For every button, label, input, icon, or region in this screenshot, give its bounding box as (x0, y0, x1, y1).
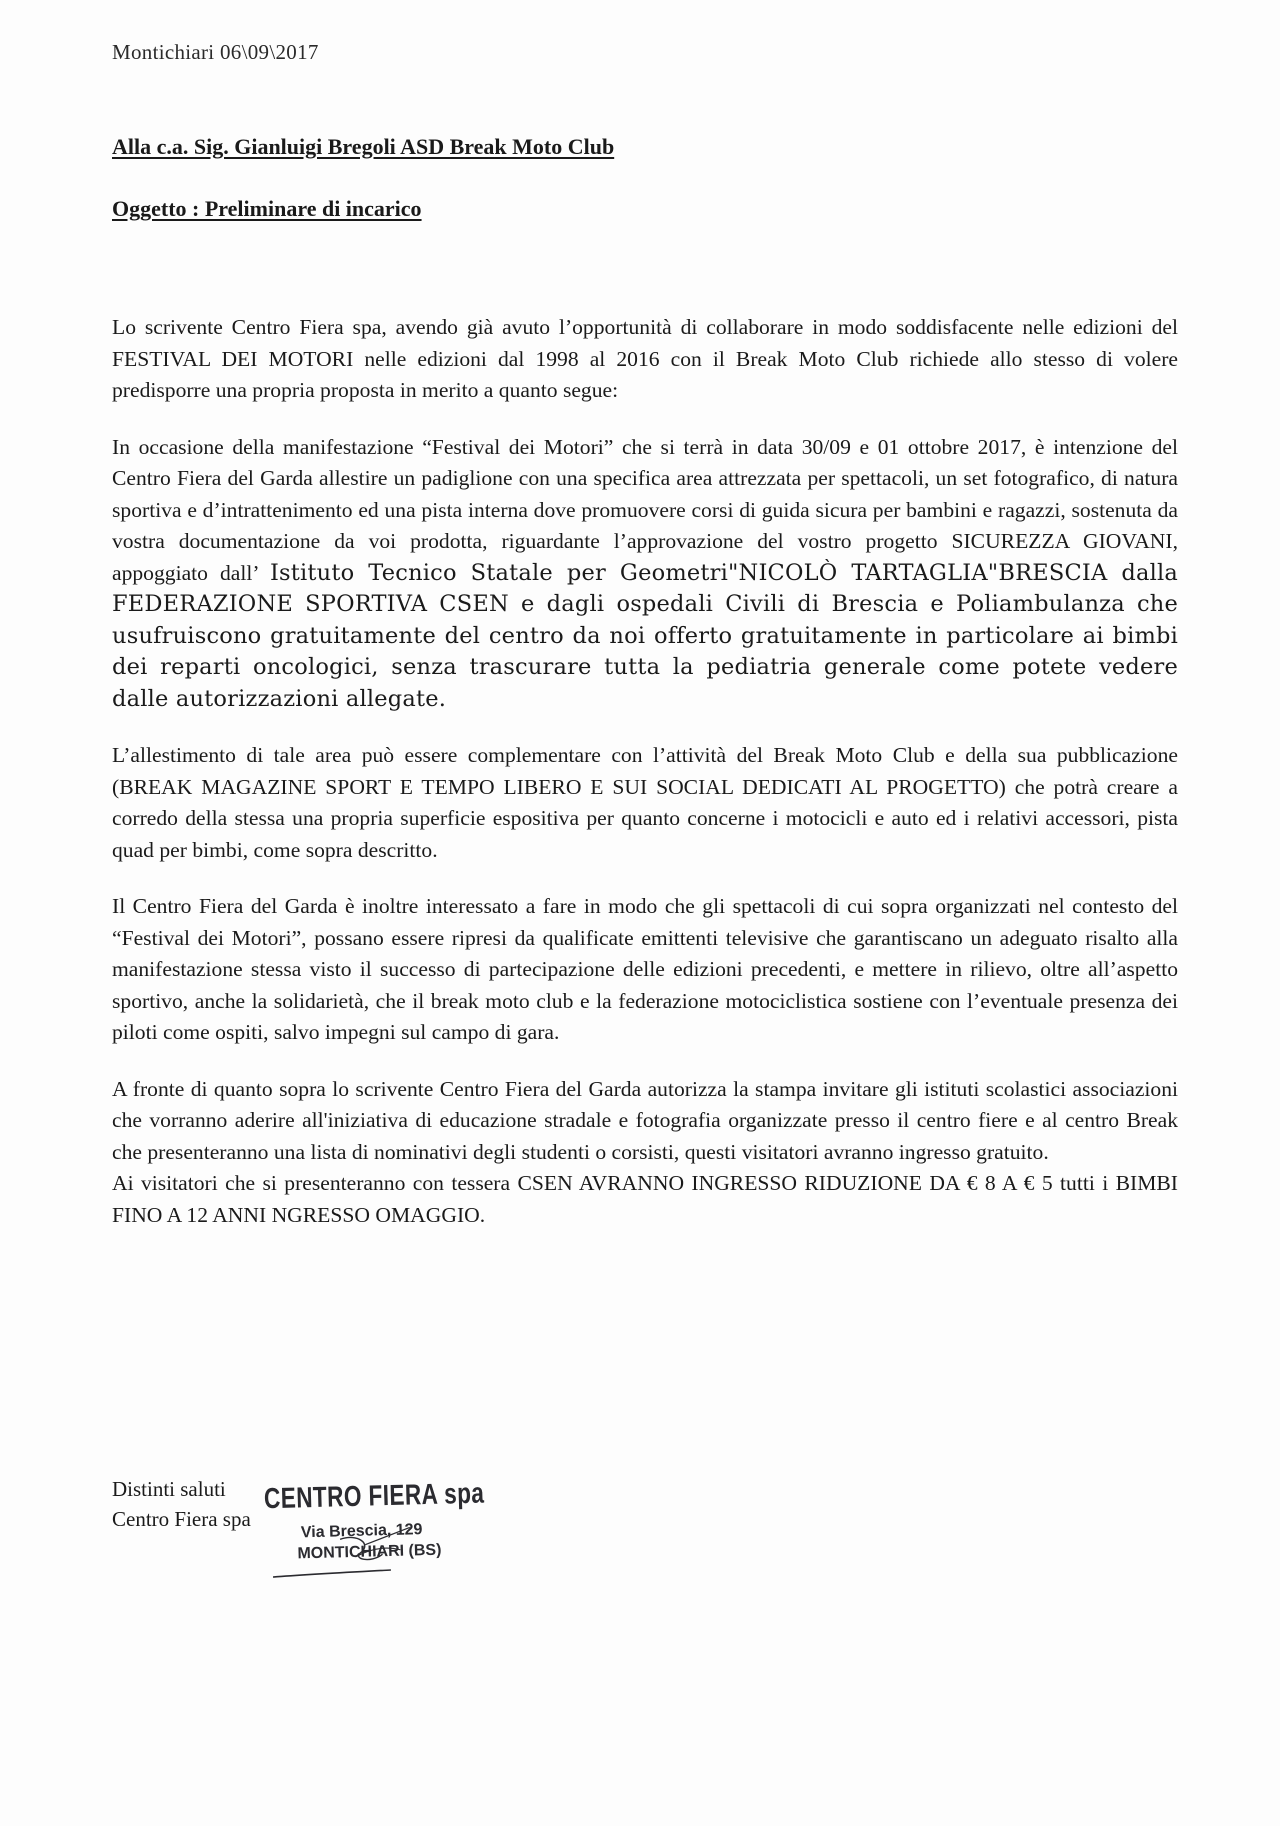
letter-closing (112, 1474, 251, 1534)
stamp-address: Via Brescia, 129 (300, 1521, 423, 1542)
paragraph-tickets: Ai visitatori che si presenteranno con tessera CSEN AVRANNO INGRESSO RIDUZIONE DA € 8 A € 5 tutti i BIMBI FINO A 12 ANNI NGRESSO OMAGGIO. (112, 1171, 1178, 1227)
letter-body (112, 312, 1178, 1256)
paragraph-television: Il Centro Fiera del Garda è inoltre interessato a fare in modo che gli spettacoli di cui sopra organizzati nel contesto del “Festival dei Motori”, possano essere ripresi da qualificate emittenti televisive che garantiscano un adeguato risalto alla manifestazione stessa visto il successo di partecipazione delle edizioni precedenti, e mettere in rilievo, oltre all’aspetto sportivo, anche la solidarietà, che il break moto club e la federazione motociclistica sostiene con l’eventuale presenza dei piloti come ospiti, salvo impegni sul campo di gara. (112, 894, 1178, 1044)
letter-date: Montichiari 06\09\2017 (112, 40, 319, 64)
paragraph-event-continuation: Istituto Tecnico Statale per Geometri"NICOLÒ TARTAGLIA"BRESCIA dalla FEDERAZIONE SPORTIVA CSEN e dagli ospedali Civili di Brescia e Poliambulanza che usufruiscono gratuitamente del centro da noi offerto gratuitamente in particolare ai bimbi dei reparti oncologici, senza trascurare tutta la pediatria generale come potete vedere dalle autorizzazioni allegate. (112, 559, 1178, 712)
stamp-city: MONTICHIARI (BS) (297, 1541, 442, 1563)
company-stamp (264, 1477, 517, 1594)
paragraph-schools: A fronte di quanto sopra lo scrivente Centro Fiera del Garda autorizza la stampa invitare gli istituti scolastici associazioni che vorranno aderire all'iniziativa di educazione stradale e fotografia organizzate presso il centro fiere e al centro Break che presenteranno una lista di nominativi degli studenti o corsisti, questi visitatori avranno ingresso gratuito. (112, 1076, 1178, 1164)
paragraph-event-text: In occasione della manifestazione “Festival dei Motori” che si terrà in data 30/09 e 01 ottobre 2017, è intenzione del Centro Fiera del Garda allestire un padiglione con una specifica area attrezzata per spettacoli, un set fotografico, di natura sportiva e d’intrattenimento ed una pista interna dove promuovere corsi di guida sicura per bambini e ragazzi, sostenuta da vostra documentazione da voi prodotta, riguardante l’approvazione del vostro progetto SICUREZZA GIOVANI, appoggiato dall’ (112, 434, 1178, 585)
closing-sender: Centro Fiera spa (112, 1507, 251, 1531)
paragraph-event (112, 432, 1178, 716)
stamp-title: CENTRO FIERA spa (263, 1477, 485, 1516)
handwritten-signature (259, 1506, 461, 1591)
paragraph-intro: Lo scrivente Centro Fiera spa, avendo già avuto l’opportunità di collaborare in modo soddisfacente nelle edizioni del FESTIVAL DEI MOTORI nelle edizioni dal 1998 al 2016 con il Break Moto Club richiede allo stesso di volere predisporre una propria proposta in merito a quanto segue: (112, 315, 1178, 402)
paragraph-setup: L’allestimento di tale area può essere complementare con l’attività del Break Moto Club e della sua pubblicazione (BREAK MAGAZINE SPORT E TEMPO LIBERO E SUI SOCIAL DEDICATI AL PROGETTO) che potrà creare a corredo della stessa una propria superficie espositiva per quanto concerne i motocicli e auto ed i relativi accessori, pista quad per bimbi, come sopra descritto. (112, 743, 1178, 862)
letter-subject: Oggetto : Preliminare di incarico (112, 196, 422, 221)
letter-recipient: Alla c.a. Sig. Gianluigi Bregoli ASD Break Moto Club (112, 134, 615, 159)
closing-greeting: Distinti saluti (112, 1477, 226, 1501)
